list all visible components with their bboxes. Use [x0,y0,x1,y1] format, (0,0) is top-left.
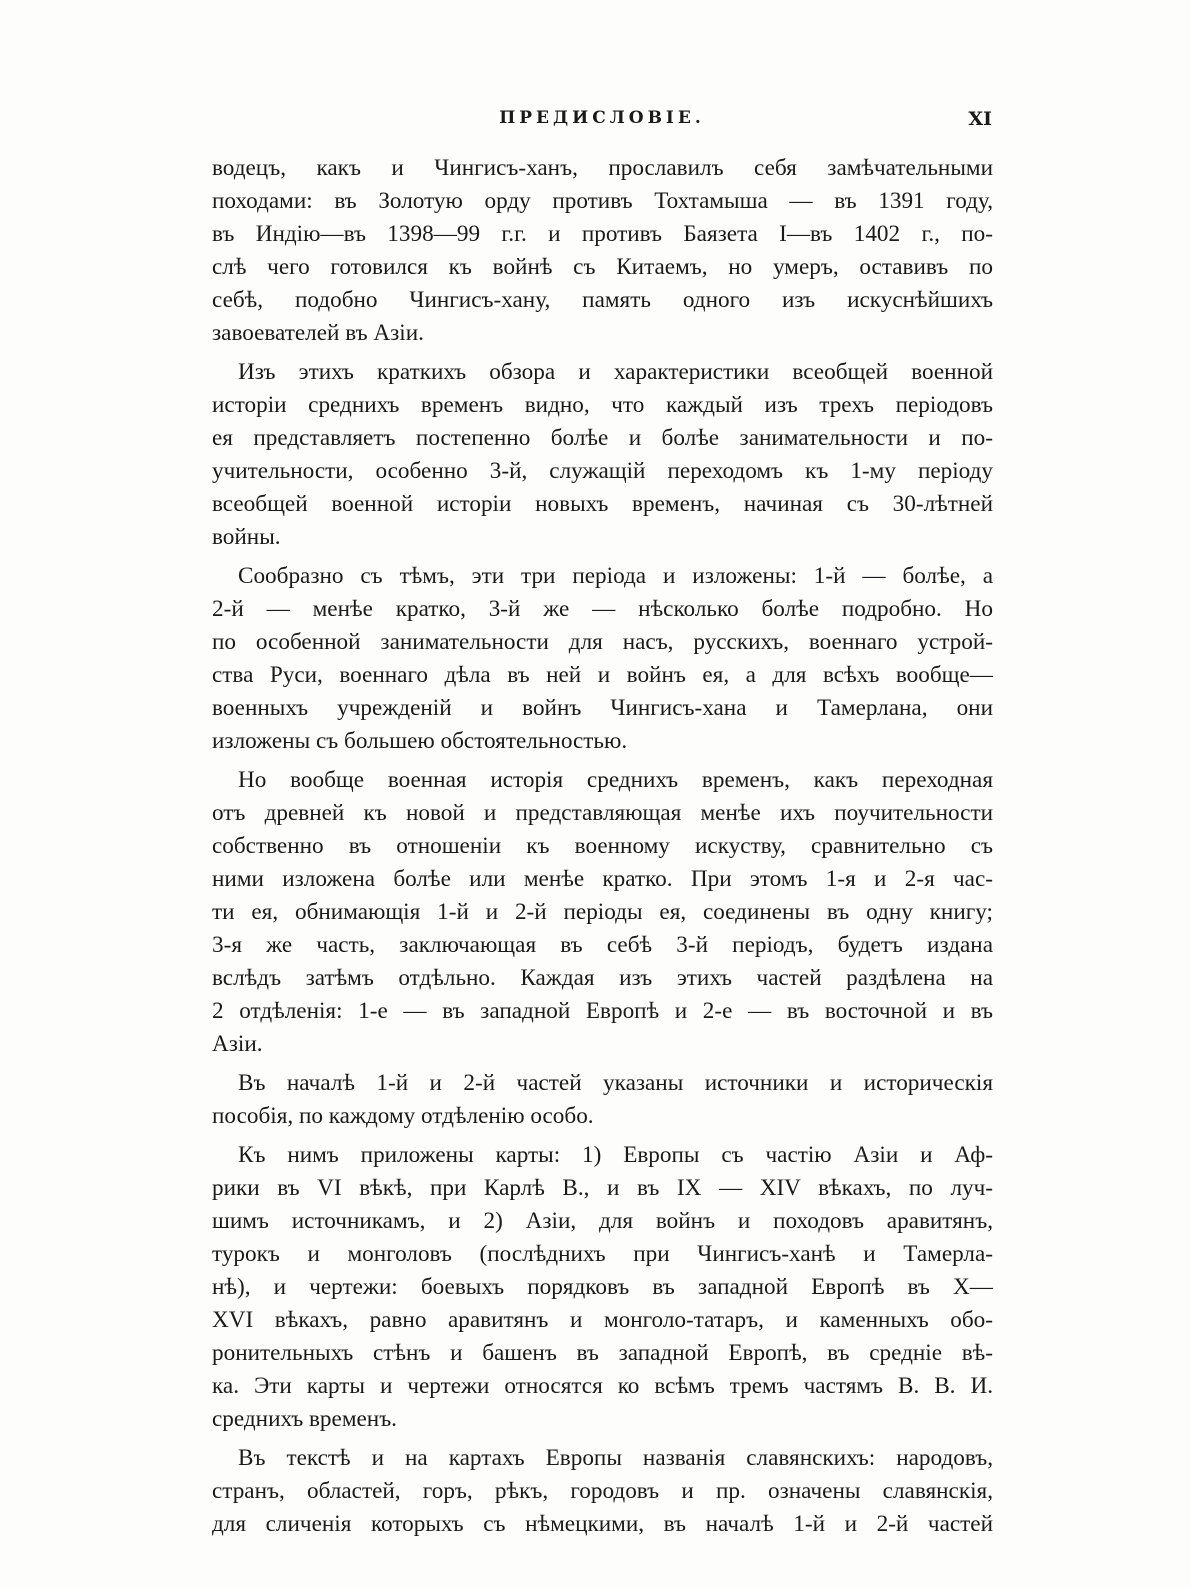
running-title: ПРЕДИСЛОВІЕ. [499,108,705,128]
text-line: нѣ), и чертежи: боевыхъ порядковъ въ западной Европѣ въ X— [212,1274,993,1300]
text-line: изложены съ большею обстоятельностью. [212,728,628,754]
text-line: среднихъ временъ. [212,1406,397,1432]
text-line: походами: въ Золотую орду противъ Тохтамыша — въ 1391 году, [212,188,993,214]
text-line: по особенной занимательности для насъ, русскихъ, военнаго устрой- [212,629,993,655]
text-line: войны. [212,524,281,550]
text-line: Сообразно съ тѣмъ, эти три періода и изложены: 1-й — болѣе, а [238,563,993,589]
text-line: Но вообще военная исторія среднихъ временъ, какъ переходная [238,767,993,793]
text-line: исторіи среднихъ временъ видно, что каждый изъ трехъ періодовъ [212,392,993,418]
page-number: XI [968,108,992,130]
text-line: 2-й — менѣе кратко, 3-й же — нѣсколько болѣе подробно. Но [212,596,993,622]
paragraph-6 [212,1139,993,1436]
text-line: всеобщей военной исторіи новыхъ временъ, начиная съ 30-лѣтней [212,491,993,517]
text-line: отъ древней къ новой и представляющая менѣе ихъ поучительности [212,800,993,826]
text-line: ея представляетъ постепенно болѣе и болѣе занимательности и по- [212,425,993,451]
text-line: ними изложена болѣе или менѣе кратко. При этомъ 1-я и 2-я час- [212,866,993,892]
body-text [212,152,993,1547]
text-line: собственно въ отношеніи къ военному искуству, сравнительно съ [212,833,993,859]
text-line: 3-я же часть, заключающая въ себѣ 3-й періодъ, будетъ издана [212,932,993,958]
text-line: рики въ VI вѣкѣ, при Карлѣ В., и въ IX — XIV вѣкахъ, по луч- [212,1175,993,1201]
text-line: 2 отдѣленія: 1-е — въ западной Европѣ и 2-е — въ восточной и въ [212,998,993,1024]
paragraph-5 [212,1067,993,1133]
text-line: слѣ чего готовился къ войнѣ съ Китаемъ, но умеръ, оставивъ по [212,254,993,280]
text-line: въ Индію—въ 1398—99 г.г. и противъ Баязета I—въ 1402 г., по- [212,221,993,247]
text-line: ти ея, обнимающія 1-й и 2-й періоды ея, соединены въ одну книгу; [212,899,993,925]
text-line: Къ нимъ приложены карты: 1) Европы съ частію Азіи и Аф- [238,1142,993,1168]
text-line: водецъ, какъ и Чингисъ-ханъ, прославилъ себя замѣчательными [212,155,993,181]
text-line: странъ, областей, горъ, рѣкъ, городовъ и пр. означены славянскія, [212,1478,993,1504]
text-line: XVI вѣкахъ, равно аравитянъ и монголо-татаръ, и каменныхъ обо- [212,1307,993,1333]
paragraph-3 [212,560,993,758]
text-line: военныхъ учрежденій и войнъ Чингисъ-хана и Тамерлана, они [212,695,993,721]
text-line: ронительныхъ стѣнъ и башенъ въ западной Европѣ, въ средніе вѣ- [212,1340,993,1366]
text-line: турокъ и монголовъ (послѣднихъ при Чингисъ-ханѣ и Тамерла- [212,1241,993,1267]
text-line: завоевателей въ Азіи. [212,320,424,346]
paragraph-4 [212,764,993,1061]
text-line: ка. Эти карты и чертежи относятся ко всѣмъ тремъ частямъ В. В. И. [212,1373,993,1399]
text-line: пособія, по каждому отдѣленію особо. [212,1103,594,1129]
paragraph-2 [212,356,993,554]
text-line: себѣ, подобно Чингисъ-хану, память одного изъ искуснѣйшихъ [212,287,993,313]
text-line: Въ текстѣ и на картахъ Европы названія славянскихъ: народовъ, [238,1445,993,1471]
paragraph-1 [212,152,993,350]
text-line: для сличенія которыхъ съ нѣмецкими, въ началѣ 1-й и 2-й частей [212,1511,993,1537]
text-line: учительности, особенно 3-й, служащій переходомъ къ 1-му періоду [212,458,993,484]
running-header [212,108,992,138]
text-line: Изъ этихъ краткихъ обзора и характеристики всеобщей военной [238,359,993,385]
text-line: ства Руси, военнаго дѣла въ ней и войнъ ея, а для всѣхъ вообще— [212,662,993,688]
paragraph-7 [212,1442,993,1541]
text-line: Азіи. [212,1031,263,1057]
text-line: Въ началѣ 1-й и 2-й частей указаны источники и историческія [238,1070,993,1096]
text-line: вслѣдъ затѣмъ отдѣльно. Каждая изъ этихъ частей раздѣлена на [212,965,993,991]
text-line: шимъ источникамъ, и 2) Азіи, для войнъ и походовъ аравитянъ, [212,1208,993,1234]
